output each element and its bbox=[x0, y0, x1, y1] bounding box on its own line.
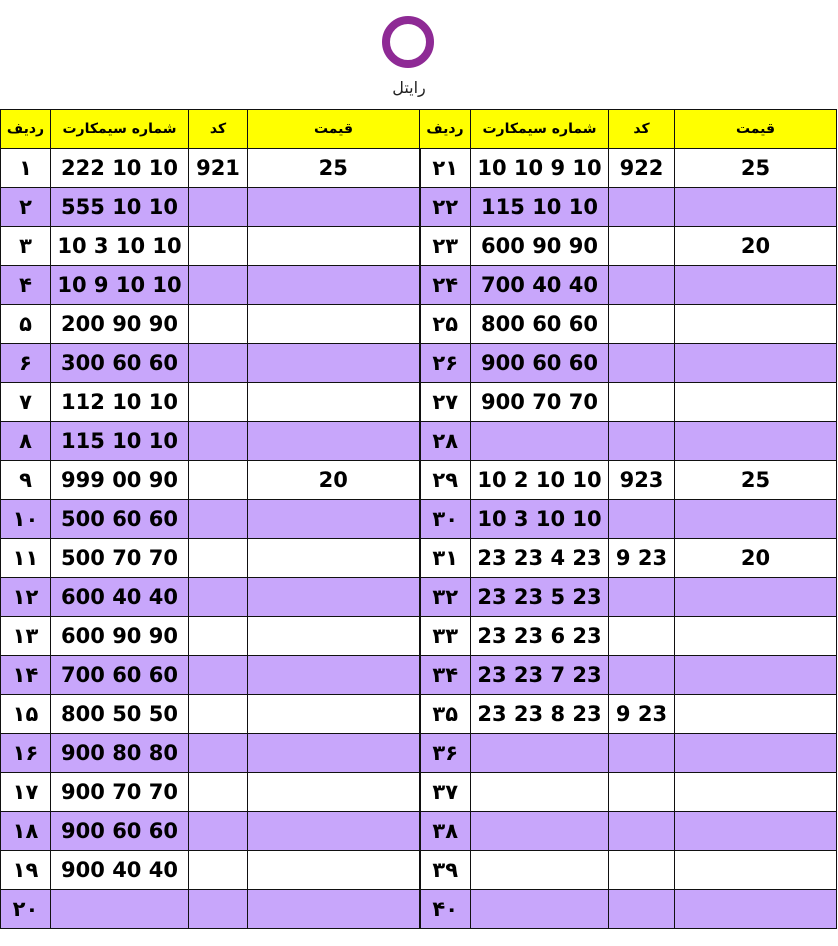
right-code-cell bbox=[609, 851, 675, 890]
left-sim-number-cell bbox=[51, 890, 189, 929]
left-code-cell bbox=[189, 188, 248, 227]
right-code-cell bbox=[609, 617, 675, 656]
right-code-cell bbox=[609, 227, 675, 266]
left-sim-number-cell: 600 40 40 bbox=[51, 578, 189, 617]
left-row-index-cell: ۳ bbox=[1, 227, 51, 266]
left-code-cell bbox=[189, 422, 248, 461]
table-row bbox=[1, 149, 837, 188]
right-price-cell bbox=[675, 383, 837, 422]
right-sim-number-cell bbox=[471, 773, 609, 812]
left-row-index-cell: ۱۵ bbox=[1, 695, 51, 734]
right-row-index-cell: ۳۸ bbox=[420, 812, 471, 851]
left-row-index-cell: ۱۴ bbox=[1, 656, 51, 695]
table-body bbox=[1, 149, 837, 929]
right-sim-number-cell: 23 23 5 23 bbox=[471, 578, 609, 617]
left-code-cell bbox=[189, 500, 248, 539]
left-code-cell: 921 bbox=[189, 149, 248, 188]
right-code-cell bbox=[609, 305, 675, 344]
table-row bbox=[1, 539, 837, 578]
left-row-index-cell: ۴ bbox=[1, 266, 51, 305]
right-code-cell bbox=[609, 734, 675, 773]
header-number-left: شماره سیمکارت bbox=[51, 110, 189, 149]
left-row-index-cell: ۱۶ bbox=[1, 734, 51, 773]
right-code-cell bbox=[609, 422, 675, 461]
right-code-cell bbox=[609, 578, 675, 617]
right-code-cell: 9 23 bbox=[609, 695, 675, 734]
right-price-cell bbox=[675, 773, 837, 812]
left-price-cell bbox=[248, 227, 420, 266]
left-row-index-cell: ۱ bbox=[1, 149, 51, 188]
left-code-cell bbox=[189, 305, 248, 344]
right-sim-number-cell: 23 23 6 23 bbox=[471, 617, 609, 656]
right-sim-number-cell: 600 90 90 bbox=[471, 227, 609, 266]
left-code-cell bbox=[189, 617, 248, 656]
right-price-cell: 25 bbox=[675, 461, 837, 500]
left-sim-number-cell: 800 50 50 bbox=[51, 695, 189, 734]
right-code-cell: 922 bbox=[609, 149, 675, 188]
left-row-index-cell: ۲ bbox=[1, 188, 51, 227]
right-price-cell bbox=[675, 344, 837, 383]
left-row-index-cell: ۱۲ bbox=[1, 578, 51, 617]
left-price-cell bbox=[248, 695, 420, 734]
right-sim-number-cell bbox=[471, 851, 609, 890]
left-row-index-cell: ۵ bbox=[1, 305, 51, 344]
left-code-cell bbox=[189, 383, 248, 422]
table-row bbox=[1, 695, 837, 734]
left-sim-number-cell: 10 3 10 10 bbox=[51, 227, 189, 266]
left-sim-number-cell: 600 90 90 bbox=[51, 617, 189, 656]
table-row bbox=[1, 383, 837, 422]
right-sim-number-cell: 900 60 60 bbox=[471, 344, 609, 383]
right-sim-number-cell: 900 70 70 bbox=[471, 383, 609, 422]
header-code-left: کد bbox=[189, 110, 248, 149]
left-sim-number-cell: 900 60 60 bbox=[51, 812, 189, 851]
left-row-index-cell: ۱۸ bbox=[1, 812, 51, 851]
right-price-cell bbox=[675, 266, 837, 305]
left-code-cell bbox=[189, 578, 248, 617]
right-sim-number-cell: 23 23 7 23 bbox=[471, 656, 609, 695]
table-row bbox=[1, 227, 837, 266]
left-code-cell bbox=[189, 461, 248, 500]
left-price-cell bbox=[248, 890, 420, 929]
right-row-index-cell: ۲۳ bbox=[420, 227, 471, 266]
left-sim-number-cell: 300 60 60 bbox=[51, 344, 189, 383]
header-radif-left: ردیف bbox=[1, 110, 51, 149]
left-sim-number-cell: 999 00 90 bbox=[51, 461, 189, 500]
right-code-cell bbox=[609, 500, 675, 539]
left-price-cell: 20 bbox=[248, 461, 420, 500]
right-price-cell bbox=[675, 578, 837, 617]
table-row bbox=[1, 266, 837, 305]
table-row bbox=[1, 734, 837, 773]
left-row-index-cell: ۲۰ bbox=[1, 890, 51, 929]
left-sim-number-cell: 700 60 60 bbox=[51, 656, 189, 695]
right-code-cell: 923 bbox=[609, 461, 675, 500]
right-code-cell bbox=[609, 773, 675, 812]
left-sim-number-cell: 500 70 70 bbox=[51, 539, 189, 578]
left-price-cell bbox=[248, 851, 420, 890]
header-number-right: شماره سیمکارت bbox=[471, 110, 609, 149]
right-code-cell bbox=[609, 890, 675, 929]
right-price-cell bbox=[675, 851, 837, 890]
right-price-cell bbox=[675, 305, 837, 344]
right-price-cell bbox=[675, 617, 837, 656]
right-code-cell bbox=[609, 344, 675, 383]
table-row bbox=[1, 461, 837, 500]
right-row-index-cell: ۳۶ bbox=[420, 734, 471, 773]
table-row bbox=[1, 617, 837, 656]
right-sim-number-cell: 115 10 10 bbox=[471, 188, 609, 227]
right-price-cell bbox=[675, 422, 837, 461]
right-row-index-cell: ۲۶ bbox=[420, 344, 471, 383]
left-row-index-cell: ۱۰ bbox=[1, 500, 51, 539]
left-row-index-cell: ۸ bbox=[1, 422, 51, 461]
right-sim-number-cell: 23 23 8 23 bbox=[471, 695, 609, 734]
right-row-index-cell: ۳۲ bbox=[420, 578, 471, 617]
left-price-cell bbox=[248, 812, 420, 851]
header-price-left: قیمت bbox=[248, 110, 420, 149]
left-row-index-cell: ۱۳ bbox=[1, 617, 51, 656]
right-code-cell: 9 23 bbox=[609, 539, 675, 578]
right-price-cell bbox=[675, 812, 837, 851]
left-price-cell bbox=[248, 539, 420, 578]
right-price-cell bbox=[675, 734, 837, 773]
left-code-cell bbox=[189, 539, 248, 578]
table-row bbox=[1, 656, 837, 695]
right-price-cell bbox=[675, 188, 837, 227]
right-price-cell bbox=[675, 695, 837, 734]
table-row bbox=[1, 773, 837, 812]
right-row-index-cell: ۲۷ bbox=[420, 383, 471, 422]
right-code-cell bbox=[609, 188, 675, 227]
left-row-index-cell: ۶ bbox=[1, 344, 51, 383]
left-sim-number-cell: 900 80 80 bbox=[51, 734, 189, 773]
right-sim-number-cell: 700 40 40 bbox=[471, 266, 609, 305]
left-sim-number-cell: 500 60 60 bbox=[51, 500, 189, 539]
left-code-cell bbox=[189, 851, 248, 890]
right-price-cell bbox=[675, 890, 837, 929]
left-price-cell bbox=[248, 422, 420, 461]
left-price-cell bbox=[248, 734, 420, 773]
left-price-cell bbox=[248, 344, 420, 383]
left-price-cell bbox=[248, 383, 420, 422]
right-sim-number-cell: 10 3 10 10 bbox=[471, 500, 609, 539]
right-row-index-cell: ۲۵ bbox=[420, 305, 471, 344]
table-row bbox=[1, 305, 837, 344]
right-row-index-cell: ۳۷ bbox=[420, 773, 471, 812]
header-price-right: قیمت bbox=[675, 110, 837, 149]
right-row-index-cell: ۳۵ bbox=[420, 695, 471, 734]
table-row bbox=[1, 851, 837, 890]
table-row bbox=[1, 188, 837, 227]
right-price-cell: 20 bbox=[675, 539, 837, 578]
right-sim-number-cell bbox=[471, 890, 609, 929]
right-sim-number-cell bbox=[471, 812, 609, 851]
left-price-cell bbox=[248, 617, 420, 656]
right-price-cell bbox=[675, 500, 837, 539]
left-code-cell bbox=[189, 656, 248, 695]
left-code-cell bbox=[189, 812, 248, 851]
table-row bbox=[1, 890, 837, 929]
right-code-cell bbox=[609, 383, 675, 422]
left-price-cell bbox=[248, 656, 420, 695]
right-row-index-cell: ۳۱ bbox=[420, 539, 471, 578]
left-row-index-cell: ۹ bbox=[1, 461, 51, 500]
left-price-cell bbox=[248, 500, 420, 539]
left-code-cell bbox=[189, 734, 248, 773]
left-price-cell bbox=[248, 188, 420, 227]
right-sim-number-cell: 10 2 10 10 bbox=[471, 461, 609, 500]
right-price-cell: 25 bbox=[675, 149, 837, 188]
left-code-cell bbox=[189, 227, 248, 266]
left-sim-number-cell: 555 10 10 bbox=[51, 188, 189, 227]
right-row-index-cell: ۳۳ bbox=[420, 617, 471, 656]
rightel-ring-icon bbox=[380, 14, 436, 70]
left-code-cell bbox=[189, 266, 248, 305]
left-sim-number-cell: 200 90 90 bbox=[51, 305, 189, 344]
table-row bbox=[1, 578, 837, 617]
table-row bbox=[1, 344, 837, 383]
right-sim-number-cell bbox=[471, 734, 609, 773]
left-sim-number-cell: 115 10 10 bbox=[51, 422, 189, 461]
header-radif-right: ردیف bbox=[420, 110, 471, 149]
left-sim-number-cell: 222 10 10 bbox=[51, 149, 189, 188]
right-row-index-cell: ۲۸ bbox=[420, 422, 471, 461]
left-code-cell bbox=[189, 773, 248, 812]
right-row-index-cell: ۲۹ bbox=[420, 461, 471, 500]
left-price-cell bbox=[248, 305, 420, 344]
right-sim-number-cell bbox=[471, 422, 609, 461]
table-row bbox=[1, 812, 837, 851]
right-sim-number-cell: 10 10 9 10 bbox=[471, 149, 609, 188]
left-price-cell bbox=[248, 578, 420, 617]
right-sim-number-cell: 800 60 60 bbox=[471, 305, 609, 344]
table-row bbox=[1, 422, 837, 461]
rightel-logo bbox=[380, 12, 440, 97]
sim-card-table bbox=[0, 109, 837, 929]
left-sim-number-cell: 112 10 10 bbox=[51, 383, 189, 422]
header-code-right: کد bbox=[609, 110, 675, 149]
left-code-cell bbox=[189, 890, 248, 929]
left-price-cell: 25 bbox=[248, 149, 420, 188]
right-code-cell bbox=[609, 656, 675, 695]
left-code-cell bbox=[189, 695, 248, 734]
brand-name: رایتل bbox=[392, 78, 426, 97]
left-row-index-cell: ۱۷ bbox=[1, 773, 51, 812]
left-sim-number-cell: 900 40 40 bbox=[51, 851, 189, 890]
left-sim-number-cell: 900 70 70 bbox=[51, 773, 189, 812]
right-row-index-cell: ۲۱ bbox=[420, 149, 471, 188]
left-code-cell bbox=[189, 344, 248, 383]
table-row bbox=[1, 500, 837, 539]
right-price-cell bbox=[675, 656, 837, 695]
right-row-index-cell: ۲۲ bbox=[420, 188, 471, 227]
right-code-cell bbox=[609, 266, 675, 305]
right-row-index-cell: ۴۰ bbox=[420, 890, 471, 929]
right-row-index-cell: ۲۴ bbox=[420, 266, 471, 305]
left-row-index-cell: ۷ bbox=[1, 383, 51, 422]
right-code-cell bbox=[609, 812, 675, 851]
right-row-index-cell: ۳۴ bbox=[420, 656, 471, 695]
right-row-index-cell: ۳۹ bbox=[420, 851, 471, 890]
table-header-row bbox=[1, 110, 837, 149]
right-row-index-cell: ۳۰ bbox=[420, 500, 471, 539]
left-sim-number-cell: 10 9 10 10 bbox=[51, 266, 189, 305]
left-row-index-cell: ۱۹ bbox=[1, 851, 51, 890]
left-price-cell bbox=[248, 266, 420, 305]
right-price-cell: 20 bbox=[675, 227, 837, 266]
left-row-index-cell: ۱۱ bbox=[1, 539, 51, 578]
right-sim-number-cell: 23 23 4 23 bbox=[471, 539, 609, 578]
left-price-cell bbox=[248, 773, 420, 812]
